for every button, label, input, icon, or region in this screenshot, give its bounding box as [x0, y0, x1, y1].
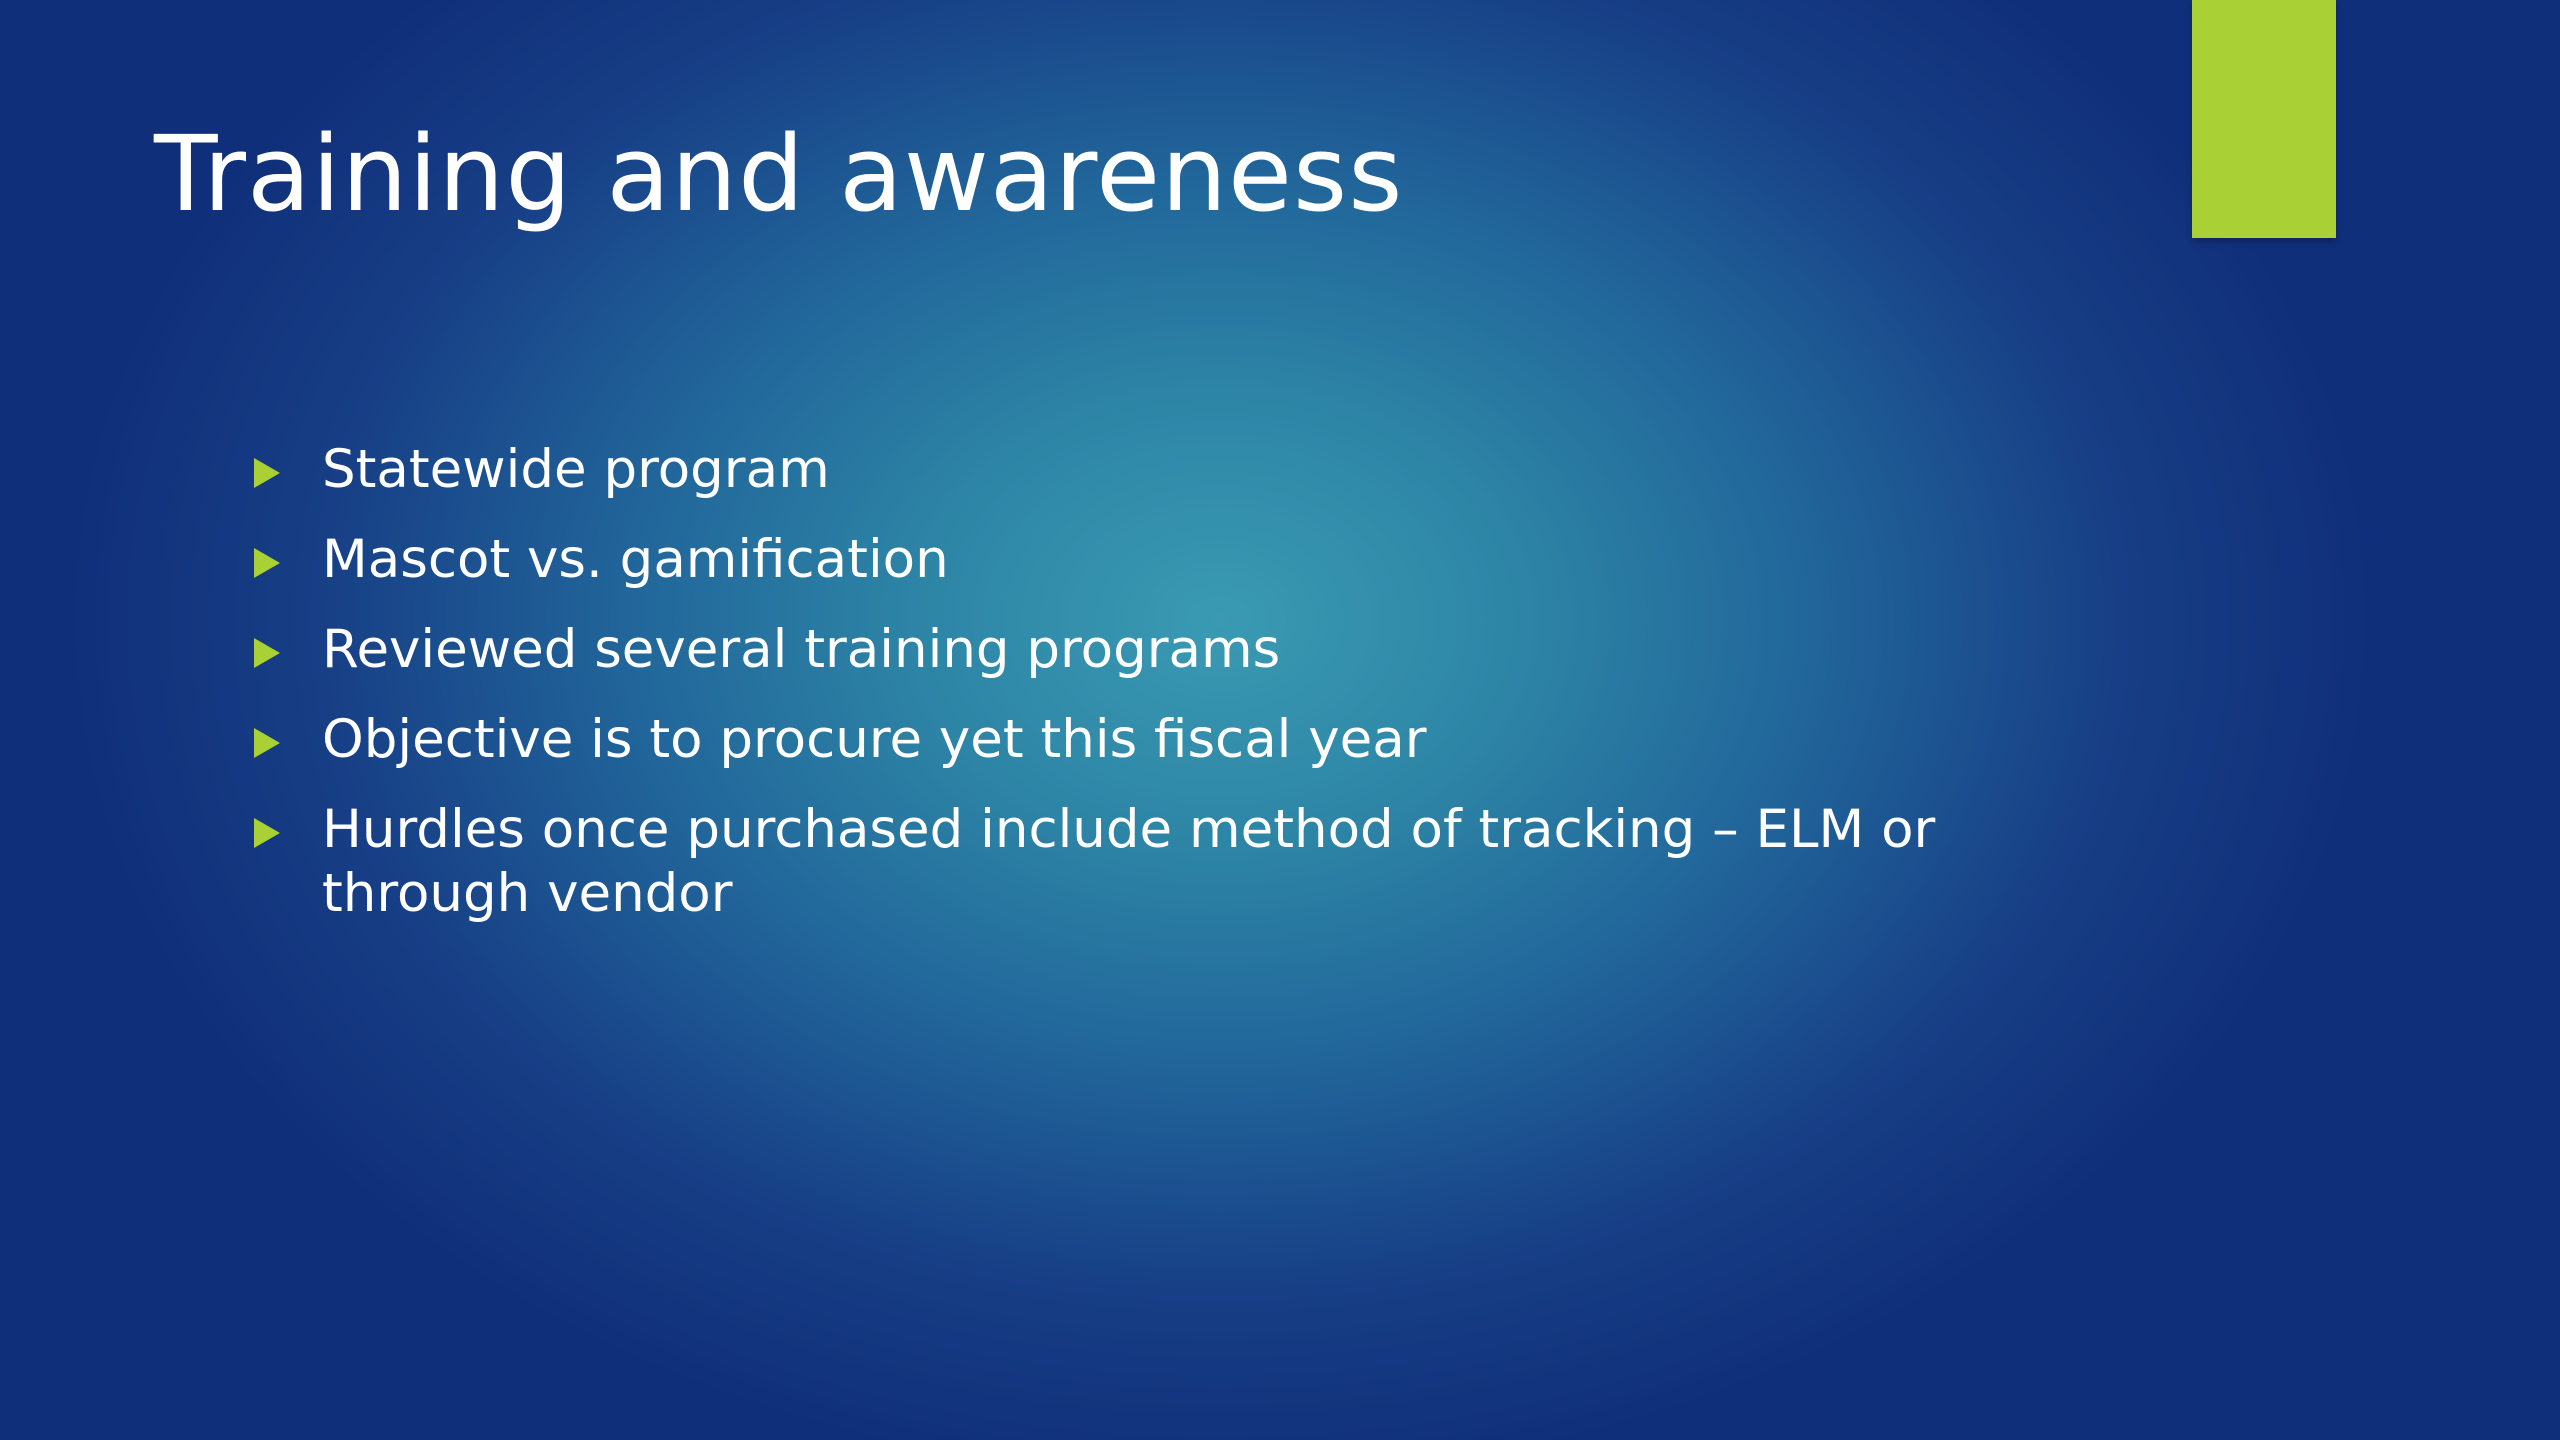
list-item: [248, 528, 2068, 592]
list-item: [248, 618, 2068, 682]
triangle-right-icon: [254, 548, 280, 578]
list-item: [248, 798, 2068, 926]
bullet-list: [248, 438, 2068, 952]
slide-title: Training and awareness: [154, 113, 1404, 235]
bullet-text: Mascot vs. gamification: [322, 529, 949, 590]
bullet-text: Reviewed several training programs: [322, 619, 1281, 680]
list-item: [248, 708, 2068, 772]
list-item: [248, 438, 2068, 502]
triangle-right-icon: [254, 638, 280, 668]
bullet-text: Objective is to procure yet this fiscal year: [322, 709, 1427, 770]
accent-bar: [2192, 0, 2336, 238]
triangle-right-icon: [254, 818, 280, 848]
bullet-text: Statewide program: [322, 439, 830, 500]
triangle-right-icon: [254, 728, 280, 758]
triangle-right-icon: [254, 458, 280, 488]
bullet-text: Hurdles once purchased include method of tracking – ELM or through vendor: [322, 799, 1936, 924]
